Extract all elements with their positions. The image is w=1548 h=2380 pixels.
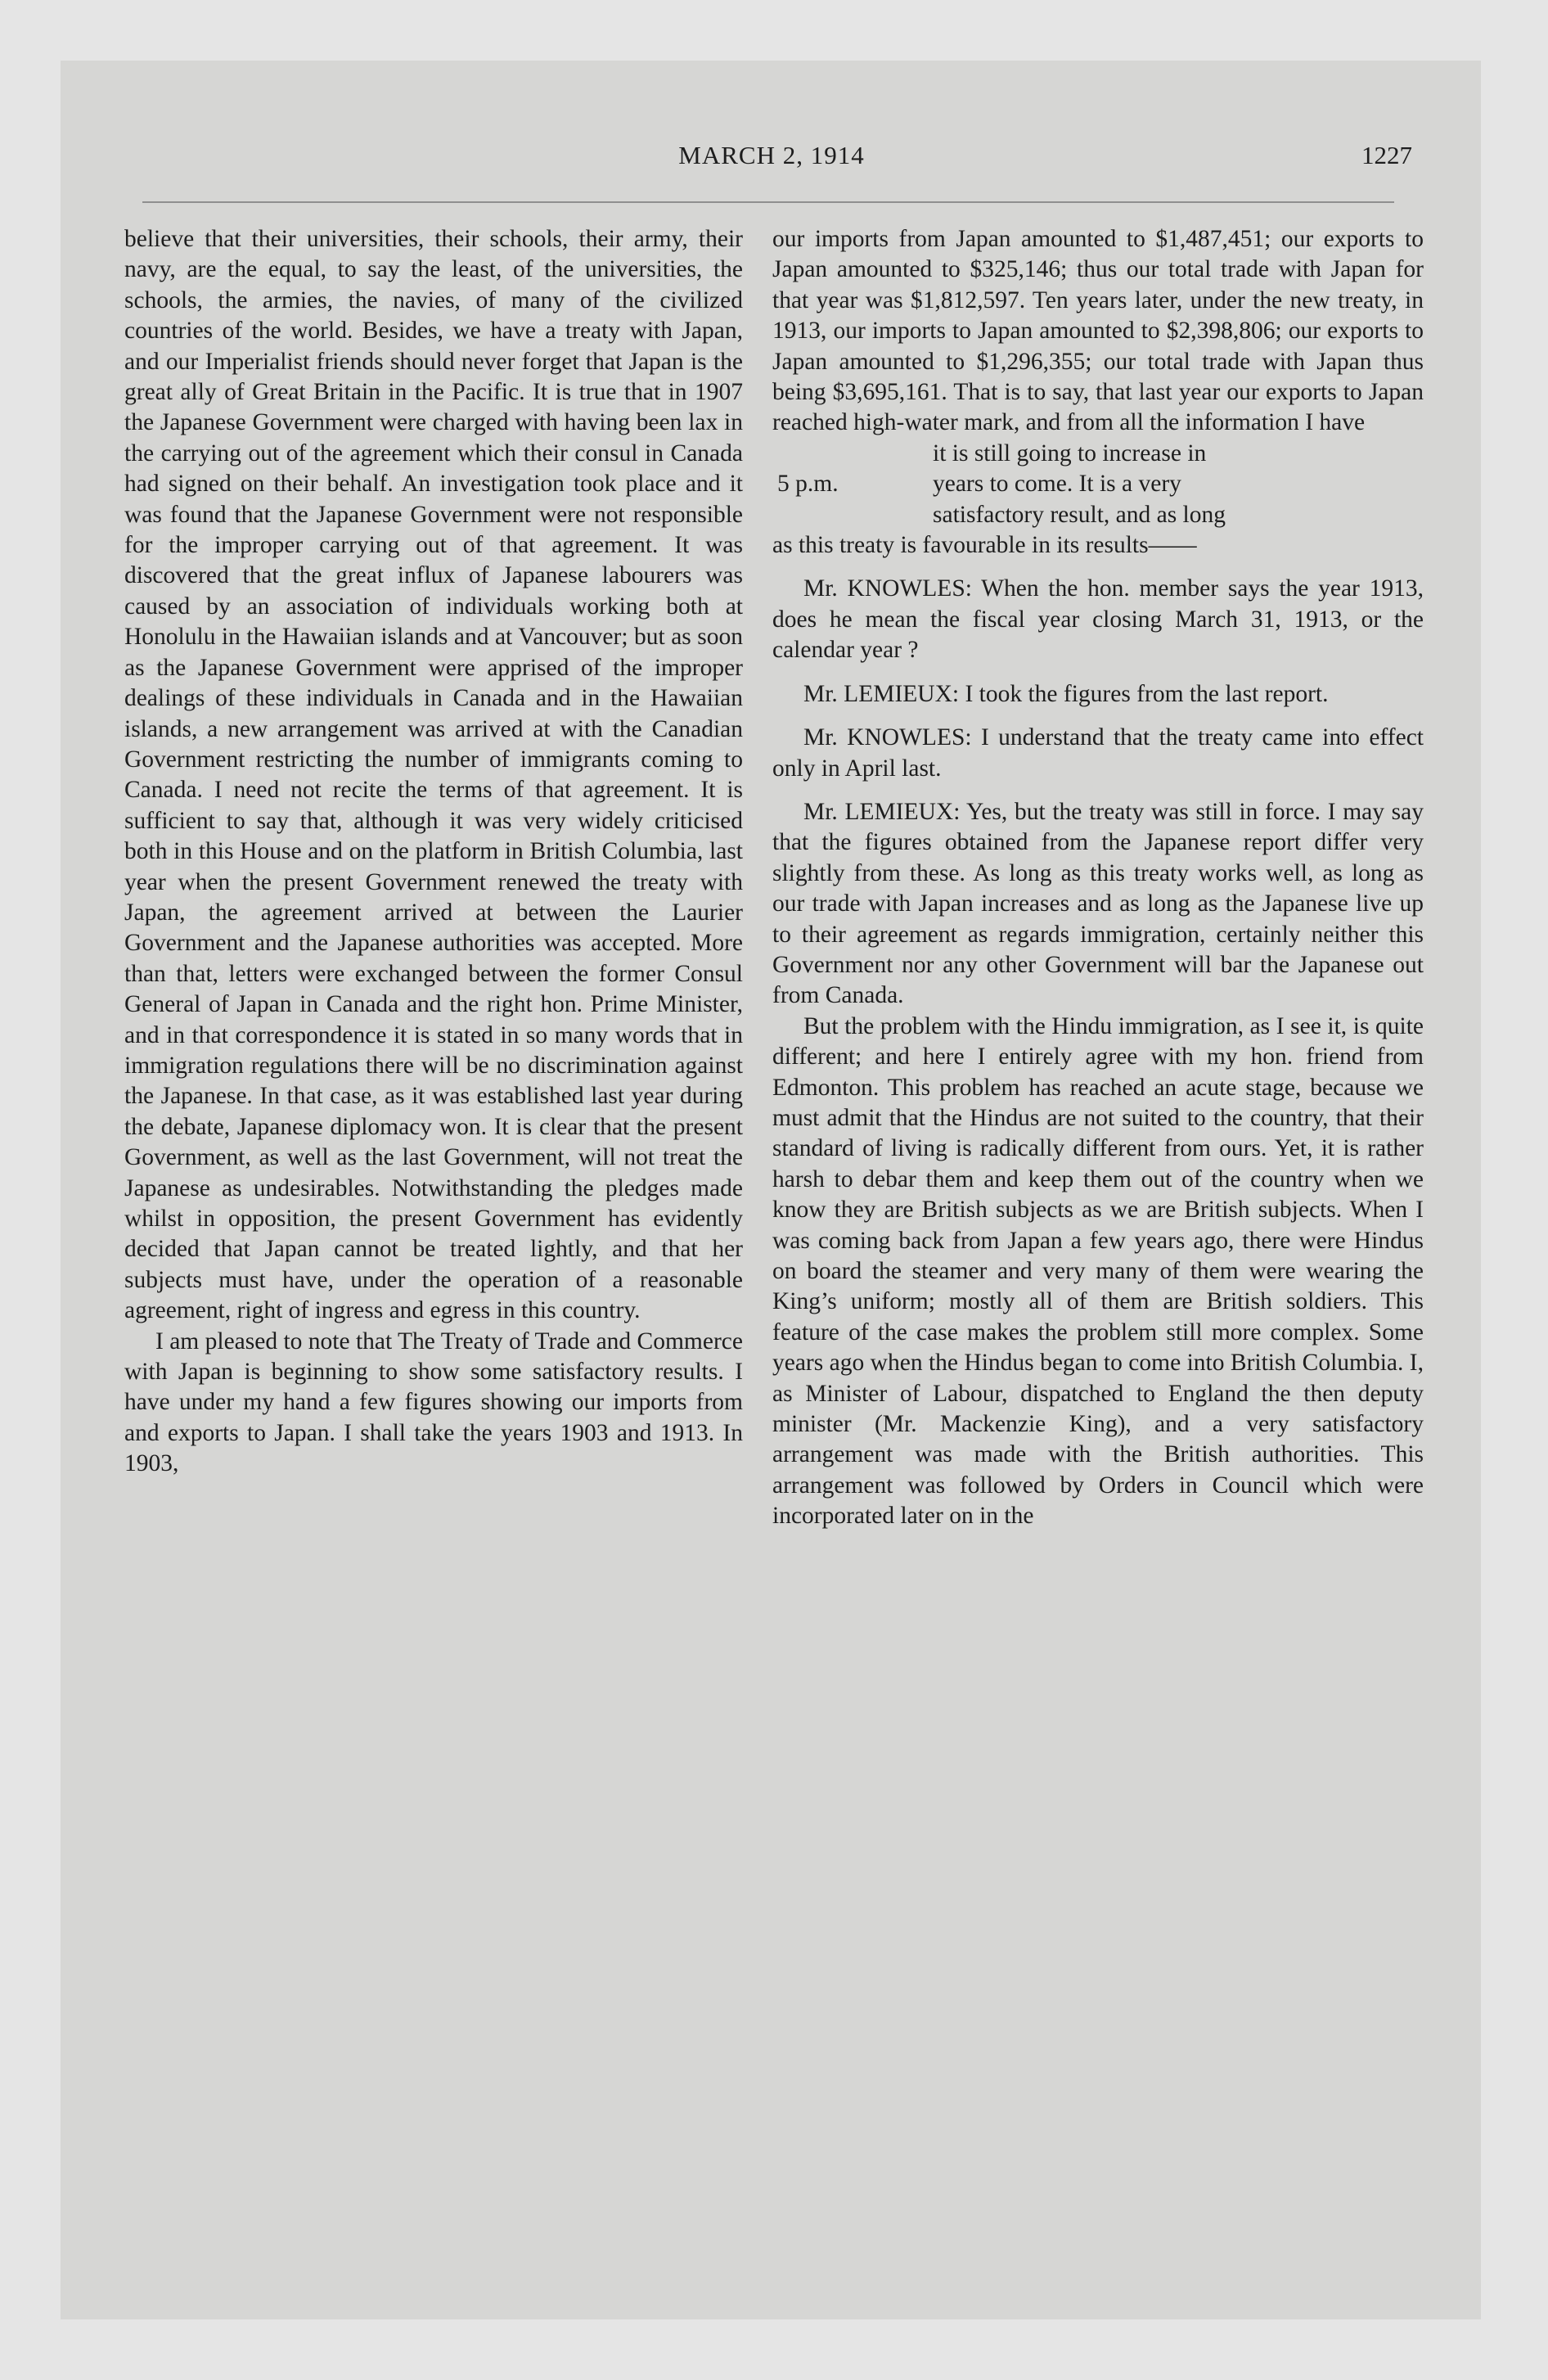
header-date: MARCH 2, 1914	[678, 141, 865, 169]
right-paragraph-1b: as this treaty is favourable in its results——	[772, 532, 1197, 559]
speech-lemieux-1: Mr. LEMIEUX: I took the figures from the last report.	[803, 680, 1329, 707]
right-column	[772, 224, 1424, 1532]
right-paragraph-2: But the problem with the Hindu immigration, as I see it, is quite different; and here I entirely agree with my hon. friend from Edmonton. This problem has reached an acute stage, because we must admit that the Hindus are not suited to the country, that their standard of living is radically different from ours. Yet, it is rather harsh to debar them and keep them out of the country when we know they are British subjects as we are British subjects. When I was coming back from Japan a few years ago, there were Hindus on board the steamer and very many of them were wearing the King’s uniform; mostly all of them are British soldiers. This feature of the case makes the problem still more complex. Some years ago when the Hindus began to come into British Columbia. I, as Minister of Labour, dispatched to England the then deputy minister (Mr. Mackenzie King), and a very satisfactory arrangement was made with the British authorities. This arrangement was followed by Orders in Council which were incorporated later on in the	[772, 1012, 1424, 1530]
right-margin-line-2	[772, 469, 1424, 499]
page-number: 1227	[1361, 141, 1412, 169]
left-paragraph-1: believe that their universities, their schools, their army, their navy, are the equal, to say the least, of the universities, the schools, the armies, the navies, of many of the civilized countries of the world. Besides, we have a treaty with Japan, and our Imperialist friends should never forget that Japan is the great ally of Great Britain in the Pacific. It is true that in 1907 the Japanese Government were charged with having been lax in the carrying out of the agreement which their consul in Canada had signed on their behalf. An investigation took place and it was found that the Japanese Government were not responsible for the improper carrying out of that agreement. It was discovered that the great influx of Japanese labourers was caused by an association of individuals working both at Honolulu in the Hawaiian islands and at Vancouver; but as soon as the Japanese Government were apprised of the improper dealings of these individuals in Canada and in the Hawaiian islands, a new arrangement was arrived at with the Canadian Government restricting the number of immigrants coming to Canada. I need not recite the terms of that agreement. It is sufficient to say that, although it was very widely criticised both in this House and on the platform in British Columbia, last year when the present Government renewed the treaty with Japan, the agreement arrived at between the Laurier Government and the Japanese authorities was accepted. More than that, letters were exchanged between the former Consul General of Japan in Canada and the right hon. Prime Minister, and in that correspondence it is stated in so many words that in immigration regulations there will be no discrimination against the Japanese. In that case, as it was established last year during the debate, Japanese diplomacy won. It is clear that the present Government, as well as the last Government, will not treat the Japanese as undesirables. Notwithstanding the pledges made whilst in opposition, the present Government has evidently decided that Japan cannot be treated lightly, and that her subjects must have, under the operation of a reasonable agreement, right of ingress and egress in this country.	[124, 226, 743, 1324]
left-paragraph-2: I am pleased to note that The Treaty of Trade and Commerce with Japan is beginning to show some satisfactory results. I have under my hand a few figures showing our imports from and exports to Japan. I shall take the years 1903 and 1913. In 1903,	[124, 1327, 743, 1477]
header-rule	[142, 201, 1394, 203]
left-column	[124, 224, 743, 1480]
margin-time-note: 5 p.m.	[777, 471, 839, 498]
speech-knowles-2: Mr. KNOWLES: I understand that the treaty came into effect only in April last.	[772, 724, 1424, 782]
right-margin-line-1: it is still going to increase in	[933, 439, 1207, 467]
page-sheet	[61, 61, 1481, 2319]
right-margin-line-3: satisfactory result, and as long	[933, 501, 1226, 528]
margin-line-2-text: years to come. It is a very	[933, 471, 1181, 498]
speech-lemieux-2: Mr. LEMIEUX: Yes, but the treaty was still in force. I may say that the figures obtained from the Japanese report differ very slightly from these. As long as this treaty works well, as long as our trade with Japan increases and as long as the Japanese live up to their agreement as regards immigration, certainly neither this Government nor any other Government will bar the Japanese out from Canada.	[772, 798, 1424, 1009]
page-header	[119, 141, 1424, 182]
right-paragraph-1a: our imports from Japan amounted to $1,487,451; our exports to Japan amounted to $325,146; thus our total trade with Japan for that year was $1,812,597. Ten years later, under the new treaty, in 1913, our imports to Japan amounted to $2,398,806; our exports to Japan amounted to $1,296,355; our total trade with Japan thus being $3,695,161. That is to say, that last year our exports to Japan reached high-water mark, and from all the information I have	[772, 226, 1424, 436]
speech-knowles-1: Mr. KNOWLES: When the hon. member says the year 1913, does he mean the fiscal year closing March 31, 1913, or the calendar year ?	[772, 575, 1424, 664]
